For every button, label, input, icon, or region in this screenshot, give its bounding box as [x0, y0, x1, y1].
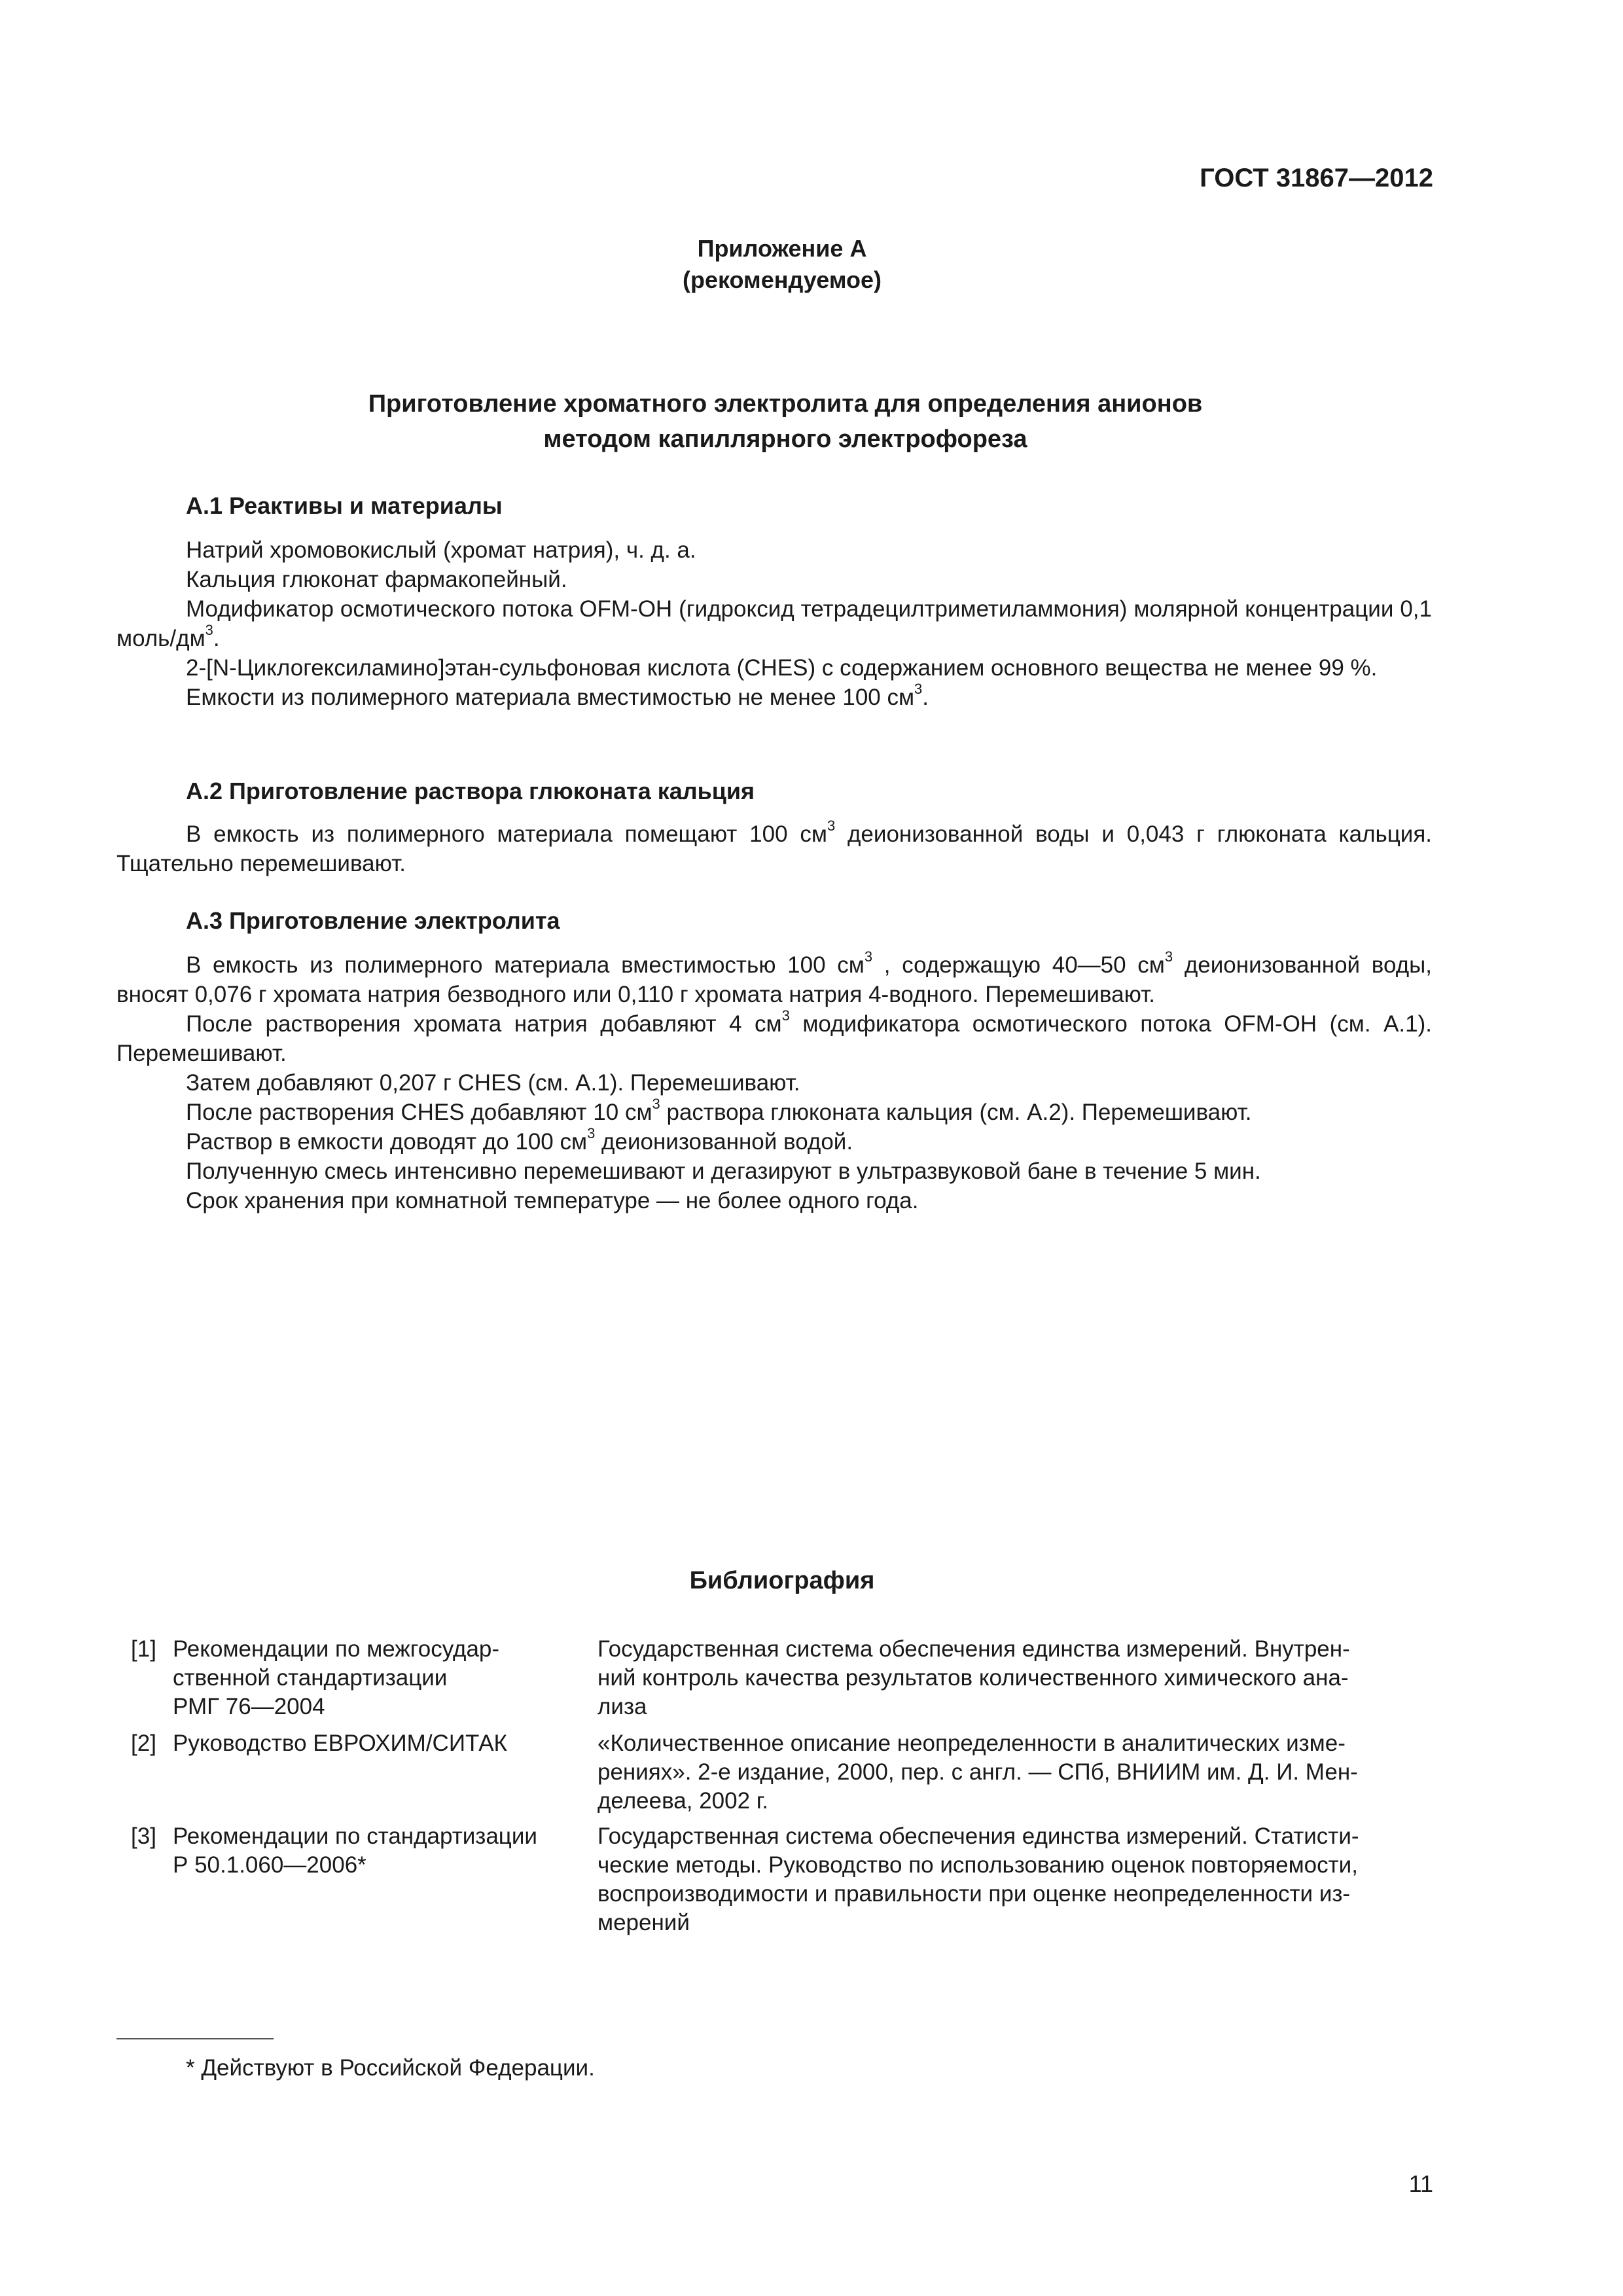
paragraph: Кальция глюконат фармакопейный. — [186, 567, 567, 592]
paragraph: Модификатор осмотического потока OFM-OH (гидроксид тетрадецилтриметиламмония) молярной концентрации 0,1 моль/$дм^3$. — [116, 596, 1432, 651]
reference-number: [3] — [131, 1823, 156, 1849]
reference-number: [2] — [131, 1731, 156, 1756]
footnote: * Действуют в Российской Федерации. — [186, 2055, 595, 2081]
reference-title: «Количественное описание неопределенности в аналитических изме- рениях». 2-е издание, 2000, пер. с англ. — СПб, ВНИИМ им. Д. И. Мен- делеева, 2002 г. — [597, 1731, 1358, 1814]
paragraph: Раствор в емкости доводят до 100 $см^3$ деионизованной водой. — [186, 1125, 853, 1155]
section-body-a3 — [116, 950, 1432, 1215]
section-heading-a1: А.1 Реактивы и материалы — [186, 492, 503, 519]
bibliography-title: Библиография — [689, 1567, 875, 1594]
paragraph: Полученную смесь интенсивно перемешивают и дегазируют в ультразвуковой бане в течение 5 мин. — [186, 1158, 1261, 1184]
section-heading-a3: А.3 Приготовление электролита — [186, 907, 560, 934]
reference-source: Рекомендации по стандартизации Р 50.1.060—2006* — [173, 1823, 537, 1878]
paragraph: В емкость из полимерного материала помещают 100 $см^3$ деионизованной воды и 0,043 г глюконата кальция. Тщательно перемешивают. — [116, 817, 1432, 876]
paragraph: Срок хранения при комнатной температуре — не более одного года. — [186, 1188, 919, 1213]
reference-source: Рекомендации по межгосудар- ственной стандартизации РМГ 76—2004 — [173, 1636, 500, 1719]
document-title-line-2: методом капиллярного электрофореза — [543, 425, 1027, 453]
section-body-a1 — [116, 535, 1432, 712]
section-body-a2 — [116, 819, 1432, 878]
page-number: 11 — [1408, 2170, 1433, 2197]
reference-number: [1] — [131, 1636, 156, 1662]
reference-title: Государственная система обеспечения единства измерений. Статисти- ческие методы. Руководство по использованию оценок повторяемости, воспроизводимости и правильности при оценке неопределенности из- мерений — [597, 1823, 1359, 1935]
document-title — [157, 386, 1414, 457]
footnote-divider — [116, 2038, 274, 2039]
standard-code: ГОСТ 31867—2012 — [1200, 164, 1433, 192]
bibliography-entry-3 — [131, 1822, 1433, 1946]
paragraph: Затем добавляют 0,207 г CHES (см. А.1). Перемешивают. — [186, 1070, 800, 1096]
bibliography-entry-1 — [131, 1635, 1433, 1727]
bibliography-entry-2 — [131, 1729, 1433, 1821]
reference-title: Государственная система обеспечения единства измерений. Внутрен- ний контроль качества результатов количественного химического ана- лиза — [597, 1636, 1350, 1719]
paragraph: Натрий хромовокислый (хромат натрия), ч. д. а. — [186, 537, 696, 563]
reference-source: Руководство ЕВРОХИМ/СИТАК — [173, 1731, 507, 1756]
paragraph: В емкость из полимерного материала вместимостью 100 $см^3$ , содержащую 40—50 $см^3$ деионизованной воды, вносят 0,076 г хромата натрия безводного или 0,110 г хромата натрия 4-водного. Перемешивают. — [116, 948, 1433, 1007]
document-title-line-1: Приготовление хроматного электролита для определения анионов — [368, 390, 1203, 418]
paragraph: После растворения CHES добавляют 10 $см^3$ раствора глюконата кальция (см. А.2). Перемешивают. — [186, 1096, 1252, 1125]
paragraph: После растворения хромата натрия добавляют 4 $см^3$ модификатора осмотического потока OFM-OH (см. А.1). Перемешивают. — [116, 1007, 1432, 1066]
appendix-status: (рекомендуемое) — [683, 266, 882, 293]
appendix-label: Приложение А — [697, 235, 867, 262]
paragraph: 2-[N-Циклогексиламино]этан-сульфоновая кислота (CHES) с содержанием основного вещества не менее 99 %. — [186, 655, 1378, 681]
section-heading-a2: А.2 Приготовление раствора глюконата кальция — [186, 778, 755, 804]
paragraph: Емкости из полимерного материала вместимостью не менее 100 $см^3$. — [186, 681, 929, 710]
